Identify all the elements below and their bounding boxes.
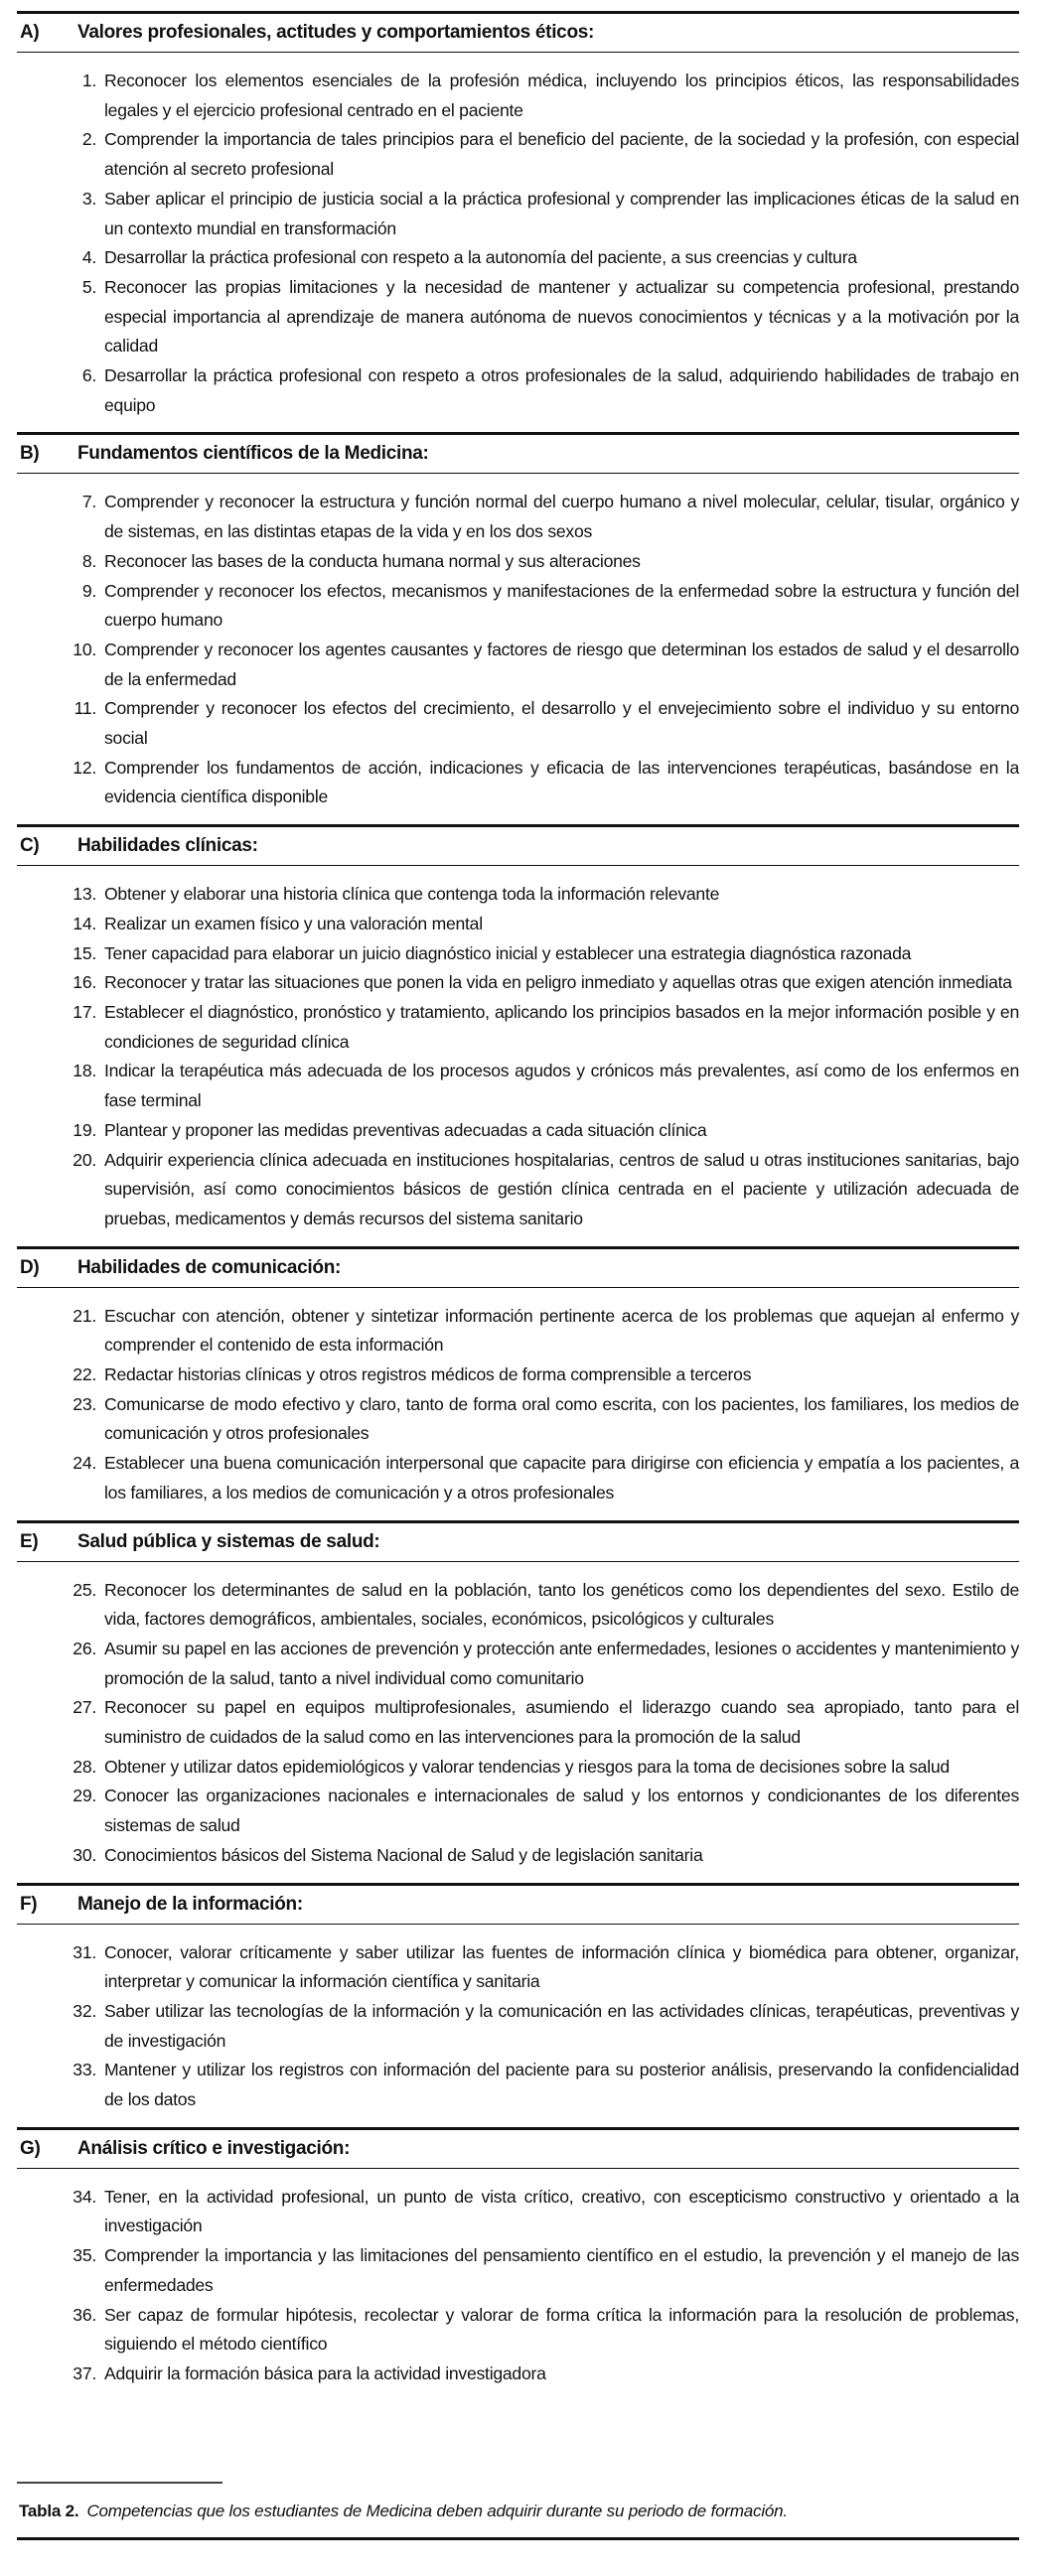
item-text: Desarrollar la práctica profesional con respeto a otros profesionales de la salud, adquiriendo habilidades de trabajo en equipo [104,365,1019,415]
item-number: 15. [73,942,96,963]
section [17,1520,1019,1883]
caption-label: Tabla 2. [19,2502,79,2520]
item-text: Escuchar con atención, obtener y sintetizar información pertinente acerca de los problemas que aquejan al enfermo y comprender el contenido de esta información [104,1305,1019,1356]
item-number: 10. [73,639,96,659]
section-title: Habilidades clínicas: [77,835,258,857]
item-text: Tener capacidad para elaborar un juicio diagnóstico inicial y establecer una estrategia diagnóstica razonada [104,942,912,963]
item-list [17,1562,1019,1883]
item-text: Plantear y proponer las medidas preventivas adecuadas a cada situación clínica [104,1119,707,1140]
list-item [17,243,1019,273]
item-text: Reconocer las propias limitaciones y la necesidad de mantener y actualizar su competencia profesional, prestando especial importancia al aprendizaje de manera autónoma de nuevos conocimientos y técnicas y a la motivación por la calidad [104,276,1019,357]
section-letter: F) [20,1893,38,1915]
item-text: Desarrollar la práctica profesional con respeto a la autonomía del paciente, a sus creencias y cultura [104,247,857,268]
item-number: 18. [73,1061,96,1081]
section-title: Valores profesionales, actitudes y comportamientos éticos: [77,22,595,43]
list-item [17,1116,1019,1146]
list-item [17,577,1019,636]
item-text: Adquirir la formación básica para la actividad investigadora [104,2363,546,2383]
item-number: 5. [81,276,96,297]
list-item [17,488,1019,546]
item-number: 7. [81,492,96,512]
list-item [17,968,1019,998]
item-text: Realizar un examen físico y una valoración mental [104,913,483,933]
item-text: Establecer una buena comunicación interpersonal que capacite para dirigirse con eficiencia y empatía a los pacientes, a los familiares, a los medios de comunicación y a otros profesionales [104,1453,1019,1503]
section-letter: E) [20,1530,39,1552]
list-item [17,1841,1019,1871]
item-text: Comprender la importancia de tales principios para el beneficio del paciente, de la sociedad y la profesión, con especial atención al secreto profesional [104,129,1019,180]
item-number: 36. [73,2304,96,2325]
item-number: 1. [81,71,96,90]
footnote-rule [17,2482,222,2484]
section-title: Habilidades de comunicación: [77,1256,342,1278]
item-number: 23. [73,1393,96,1414]
item-text: Redactar historias clínicas y otros registros médicos de forma comprensible a terceros [104,1364,752,1385]
section-title: Fundamentos científicos de la Medicina: [77,443,429,465]
item-text: Tener, en la actividad profesional, un punto de vista crítico, creativo, con escepticismo constructivo y orientado a la investigación [104,2186,1019,2236]
item-number: 9. [81,580,96,601]
list-item [17,185,1019,243]
item-text: Obtener y utilizar datos epidemiológicos y valorar tendencias y riesgos para la toma de decisiones sobre la salud [104,1756,950,1777]
list-item [17,694,1019,753]
item-text: Saber aplicar el principio de justicia social a la práctica profesional y comprender las implicaciones éticas de la salud en un contexto mundial en transformación [104,188,1019,238]
list-item [17,2056,1019,2114]
list-item [17,125,1019,184]
item-number: 12. [73,757,96,778]
item-text: Adquirir experiencia clínica adecuada en instituciones hospitalarias, centros de salud u otras instituciones sanitarias, bajo supervisión, así como conocimientos básicos de gestión clínica centrada en el paciente y utilización adecuada de pruebas, medicamentos y demás recursos del sistema sanitario [104,1149,1019,1228]
item-number: 27. [73,1697,96,1718]
item-number: 21. [73,1305,96,1326]
section-header [17,1886,1019,1925]
item-text: Conocer las organizaciones nacionales e internacionales de salud y los entornos y condicionantes de los diferentes sistemas de salud [104,1786,1019,1836]
item-list [17,2169,1019,2401]
item-number: 37. [73,2363,96,2383]
list-item [17,754,1019,812]
item-number: 25. [73,1579,96,1600]
section-header [17,1249,1019,1288]
item-number: 32. [73,2000,96,2021]
item-text: Asumir su papel en las acciones de prevención y protección ante enfermedades, lesiones o accidentes y mantenimiento y promoción de la salud, tanto a nivel individual como comunitario [104,1638,1019,1688]
item-text: Comprender y reconocer los agentes causantes y factores de riesgo que determinan los estados de salud y el desarrollo de la enfermedad [104,639,1019,689]
item-text: Reconocer su papel en equipos multiprofesionales, asumiendo el liderazgo cuando sea apropiado, tanto para el suministro de cuidados de la salud como en las intervenciones para la promoción de la salud [104,1697,1019,1748]
list-item [17,939,1019,969]
section-letter: B) [20,443,40,465]
item-number: 11. [74,698,96,719]
section-header [17,1523,1019,1562]
section-letter: C) [20,835,40,857]
item-text: Mantener y utilizar los registros con información del paciente para su posterior análisis, preservando la confidencialidad de los datos [104,2060,1019,2110]
item-number: 29. [73,1786,96,1806]
section [17,2127,1019,2401]
section [17,1883,1019,2127]
item-number: 22. [73,1364,96,1385]
item-list [17,1925,1019,2127]
competencies-table [17,11,1019,2401]
section-letter: A) [20,22,40,43]
section [17,432,1019,824]
item-text: Comprender y reconocer la estructura y función normal del cuerpo humano a nivel molecular, celular, tisular, orgánico y de sistemas, en las distintas etapas de la vida y en los dos sexos [104,492,1019,542]
bottom-rule [17,2537,1019,2540]
list-item [17,273,1019,361]
list-item [17,1360,1019,1390]
list-item [17,2301,1019,2360]
list-item [17,1938,1019,1997]
section-header [17,14,1019,53]
item-number: 34. [73,2186,96,2207]
item-number: 24. [73,1453,96,1474]
caption-text: Competencias que los estudiantes de Medicina deben adquirir durante su periodo de formación. [86,2502,788,2520]
list-item [17,2241,1019,2300]
list-item [17,2183,1019,2241]
item-text: Reconocer los elementos esenciales de la profesión médica, incluyendo los principios éticos, las responsabilidades legales y el ejercicio profesional centrado en el paciente [104,71,1019,120]
item-text: Reconocer y tratar las situaciones que ponen la vida en peligro inmediato y aquellas otras que exigen atención inmediata [104,972,1012,993]
item-text: Comprender los fundamentos de acción, indicaciones y eficacia de las intervenciones terapéuticas, basándose en la evidencia científica disponible [104,757,1019,807]
item-text: Reconocer las bases de la conducta humana normal y sus alteraciones [104,550,641,571]
item-list [17,474,1019,824]
item-text: Obtener y elaborar una historia clínica que contenga toda la información relevante [104,884,720,905]
item-number: 20. [73,1149,96,1170]
item-text: Conocer, valorar críticamente y saber utilizar las fuentes de información clínica y biomédica para obtener, organizar, interpretar y comunicar la información científica y sanitaria [104,1941,1019,1992]
item-number: 31. [73,1941,96,1962]
section [17,1246,1019,1520]
item-list [17,53,1019,432]
item-text: Comunicarse de modo efectivo y claro, tanto de forma oral como escrita, con los pacientes, los familiares, los medios de comunicación y otros profesionales [104,1393,1019,1444]
section-header [17,435,1019,474]
list-item [17,2360,1019,2389]
item-number: 6. [81,365,96,386]
list-item [17,361,1019,420]
item-number: 3. [81,188,96,209]
item-text: Saber utilizar las tecnologías de la información y la comunicación en las actividades clínicas, terapéuticas, preventivas y de investigación [104,2000,1019,2051]
item-text: Reconocer los determinantes de salud en la población, tanto los genéticos como los dependientes del sexo. Estilo de vida, factores demográficos, ambientales, sociales, económicos, psicológicos y culturales [104,1579,1019,1630]
item-number: 2. [81,129,96,150]
list-item [17,1782,1019,1840]
item-list [17,866,1019,1245]
list-item [17,1997,1019,2056]
section-title: Análisis crítico e investigación: [77,2137,351,2159]
list-item [17,67,1019,125]
item-number: 16. [73,972,96,993]
item-number: 13. [73,884,96,905]
item-number: 30. [73,1844,96,1865]
section-header [17,827,1019,866]
item-number: 14. [73,913,96,933]
item-text: Ser capaz de formular hipótesis, recolectar y valorar de forma crítica la información para la resolución de problemas, siguiendo el método científico [104,2304,1019,2355]
item-text: Comprender y reconocer los efectos, mecanismos y manifestaciones de la enfermedad sobre la estructura y función del cuerpo humano [104,580,1019,631]
list-item [17,636,1019,694]
list-item [17,1302,1019,1360]
list-item [17,910,1019,939]
list-item [17,1449,1019,1507]
item-list [17,1288,1019,1520]
list-item [17,880,1019,910]
item-number: 26. [73,1638,96,1658]
section-letter: G) [20,2137,41,2159]
item-text: Comprender la importancia y las limitaciones del pensamiento científico en el estudio, la prevención y el manejo de las enfermedades [104,2245,1019,2295]
section [17,11,1019,432]
list-item [17,1635,1019,1693]
list-item [17,1753,1019,1783]
item-number: 17. [73,1001,96,1022]
item-number: 8. [81,550,96,571]
list-item [17,998,1019,1057]
section-header [17,2130,1019,2169]
item-text: Conocimientos básicos del Sistema Nacional de Salud y de legislación sanitaria [104,1844,703,1865]
list-item [17,547,1019,577]
item-text: Establecer el diagnóstico, pronóstico y tratamiento, aplicando los principios basados en la mejor información posible y en condiciones de seguridad clínica [104,1001,1019,1052]
table-caption [19,2502,788,2521]
item-number: 28. [73,1756,96,1777]
list-item [17,1390,1019,1449]
list-item [17,1693,1019,1752]
section-title: Manejo de la información: [77,1893,303,1915]
item-text: Indicar la terapéutica más adecuada de los procesos agudos y crónicos más prevalentes, así como de los enfermos en fase terminal [104,1061,1019,1111]
section [17,824,1019,1245]
section-title: Salud pública y sistemas de salud: [77,1530,380,1552]
section-letter: D) [20,1256,40,1278]
item-number: 35. [73,2245,96,2266]
item-text: Comprender y reconocer los efectos del crecimiento, el desarrollo y el envejecimiento sobre el individuo y su entorno social [104,698,1019,749]
list-item [17,1576,1019,1635]
item-number: 19. [73,1119,96,1140]
item-number: 33. [73,2060,96,2080]
item-number: 4. [81,247,96,268]
list-item [17,1057,1019,1115]
list-item [17,1146,1019,1234]
